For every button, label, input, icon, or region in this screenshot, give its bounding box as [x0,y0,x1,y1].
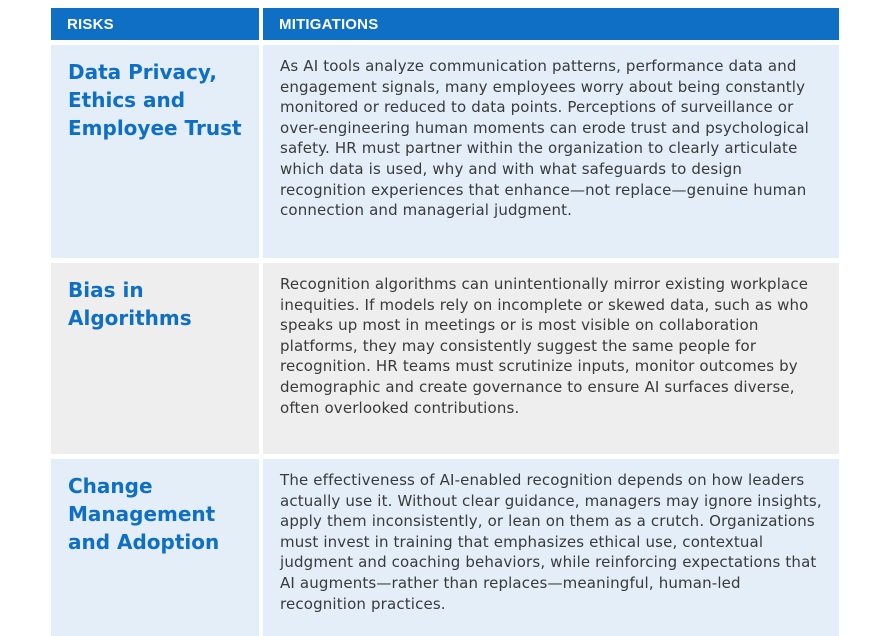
risks-mitigations-table [51,8,835,636]
risk-title-data-privacy: Data Privacy, Ethics and Employee Trust [51,45,259,258]
risk-title-change-management: Change Management and Adoption [51,459,259,636]
risk-title-bias: Bias in Algorithms [51,263,259,454]
mitigation-text-change-management: The effectiveness of AI-enabled recognition depends on how leaders actually use it. Without clear guidance, managers may ignore insights, apply them inconsistently, or lean on them as a crutch. Organizations must invest in training that emphasizes ethical use, contextual judgment and coaching behaviors, while reinforcing expectations that AI augments—rather than replaces—meaningful, human-led recognition practices. [263,459,839,636]
mitigation-text-bias: Recognition algorithms can unintentionally mirror existing workplace inequities. If models rely on incomplete or skewed data, such as who speaks up most in meetings or is most visible on collaboration platforms, they may consistently suggest the same people for recognition. HR teams must scrutinize inputs, monitor outcomes by demographic and create governance to ensure AI surfaces diverse, often overlooked contributions. [263,263,839,454]
risks-column-header: RISKS [51,8,259,40]
mitigation-text-data-privacy: As AI tools analyze communication patterns, performance data and engagement signals, many employees worry about being constantly monitored or reduced to data points. Perceptions of surveillance or over-engineering human moments can erode trust and psychological safety. HR must partner within the organization to clearly articulate which data is used, why and with what safeguards to design recognition experiences that enhance—not replace—genuine human connection and managerial judgment. [263,45,839,258]
mitigations-column-header: MITIGATIONS [263,8,839,40]
